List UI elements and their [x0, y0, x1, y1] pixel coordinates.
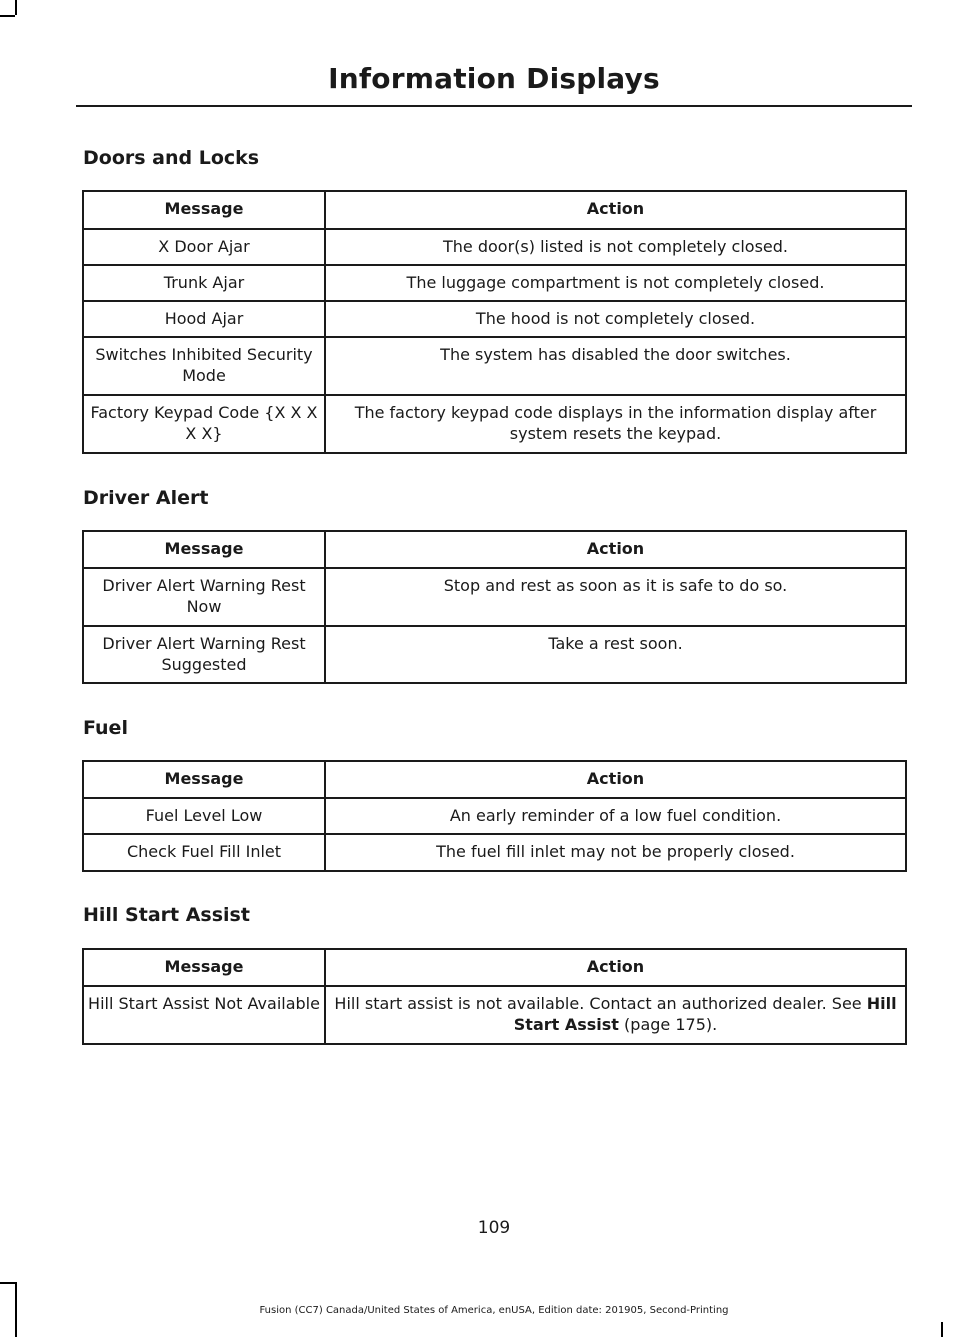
column-header-message: Message [83, 761, 325, 798]
action-cell [325, 986, 906, 1044]
doors-locks-table [82, 190, 907, 454]
title-divider [76, 105, 912, 107]
table-row [83, 229, 906, 265]
section-heading: Doors and Locks [83, 147, 260, 169]
column-header-message: Message [83, 191, 325, 229]
action-cell: Stop and rest as soon as it is safe to do so. [325, 568, 906, 626]
column-header-action: Action [325, 949, 906, 986]
message-cell: Check Fuel Fill Inlet [83, 834, 325, 871]
action-cell: The system has disabled the door switches. [325, 337, 906, 395]
message-cell: Fuel Level Low [83, 798, 325, 834]
cross-reference-link[interactable]: Hill Start Assist [513, 994, 897, 1034]
driver-alert-table [82, 530, 907, 684]
table-row [83, 986, 906, 1044]
fuel-table [82, 760, 907, 872]
table-row [83, 798, 906, 834]
message-cell: Trunk Ajar [83, 265, 325, 301]
crop-mark [0, 15, 15, 17]
section-heading: Hill Start Assist [83, 904, 250, 926]
action-cell: The luggage compartment is not completely closed. [325, 265, 906, 301]
message-cell: Hood Ajar [83, 301, 325, 337]
table-row [83, 265, 906, 301]
table-row [83, 337, 906, 395]
message-cell: Switches Inhibited Security Mode [83, 337, 325, 395]
footer-edition-text: Fusion (CC7) Canada/United States of America, enUSA, Edition date: 201905, Second-Printing [259, 1305, 729, 1316]
action-cell: An early reminder of a low fuel condition. [325, 798, 906, 834]
column-header-message: Message [83, 531, 325, 568]
column-header-message: Message [83, 949, 325, 986]
action-cell: Take a rest soon. [325, 626, 906, 683]
crop-mark [941, 1322, 943, 1337]
action-cell: The fuel fill inlet may not be properly closed. [325, 834, 906, 871]
page-reference: (page 175). [624, 1015, 718, 1034]
message-cell: X Door Ajar [83, 229, 325, 265]
action-cell: The factory keypad code displays in the information display after system resets the keypad. [325, 395, 906, 453]
section-heading: Driver Alert [83, 487, 209, 509]
action-text: Hill start assist is not available. Contact an authorized dealer. See [334, 994, 862, 1013]
table-row [83, 834, 906, 871]
message-cell: Factory Keypad Code {X X X X X} [83, 395, 325, 453]
table-row [83, 626, 906, 683]
crop-mark [0, 1282, 15, 1284]
column-header-action: Action [325, 531, 906, 568]
action-cell: The hood is not completely closed. [325, 301, 906, 337]
message-cell: Hill Start Assist Not Available [83, 986, 325, 1044]
hill-start-assist-table [82, 948, 907, 1045]
page-title: Information Displays [328, 62, 660, 95]
table-row [83, 301, 906, 337]
action-cell: The door(s) listed is not completely closed. [325, 229, 906, 265]
message-cell: Driver Alert Warning Rest Now [83, 568, 325, 626]
column-header-action: Action [325, 761, 906, 798]
section-heading: Fuel [83, 717, 128, 739]
table-row [83, 395, 906, 453]
page-number: 109 [477, 1218, 511, 1238]
table-row [83, 568, 906, 626]
column-header-action: Action [325, 191, 906, 229]
crop-mark [15, 0, 17, 15]
message-cell: Driver Alert Warning Rest Suggested [83, 626, 325, 683]
